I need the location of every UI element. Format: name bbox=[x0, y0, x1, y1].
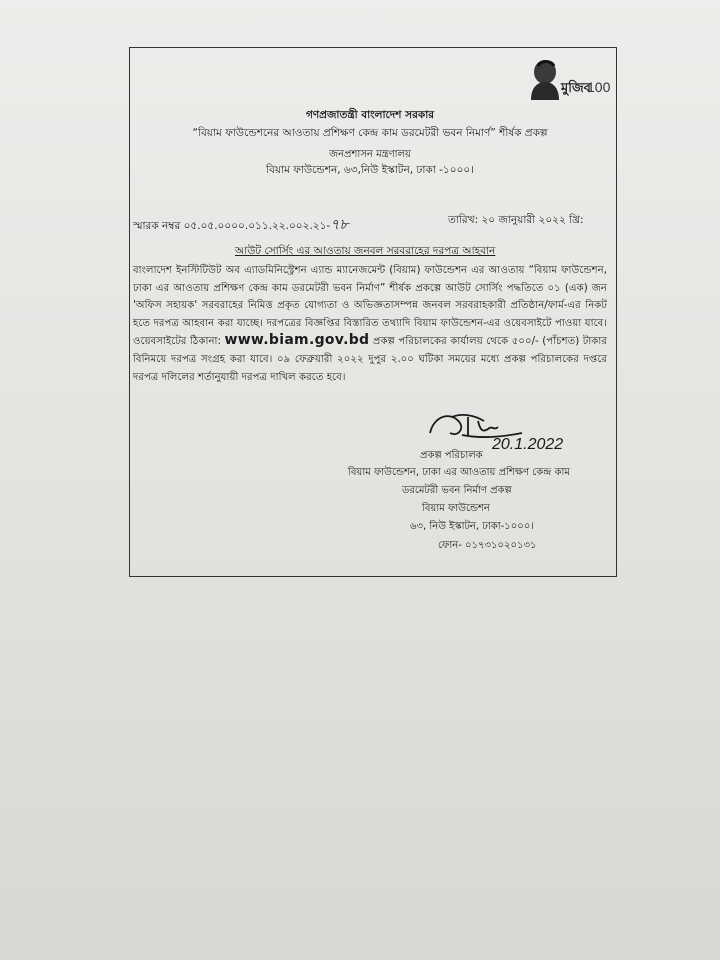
header-ministry: জনপ্রশাসন মন্ত্রণালয় bbox=[329, 149, 411, 160]
body-part2: প্রকল্প পরিচালকের কার্যালয় থেকে ৫০০/- (পাঁচশত) টাকার বিনিময়ে দরপত্র সংগ্রহ করা যাবে। ০৯ ফেব্রুয়ারী ২০২২ দুপুর ২.০০ ঘটিকা সময়ের মধ্যে প্রকল্প পরিচালকের দপ্তরে দরপত্র দলিলের শর্তানুযায়ী দরপত্র দাখিল করতে হবে। bbox=[133, 336, 607, 383]
mujib-100-logo bbox=[505, 52, 611, 100]
svg-text:মুজিব: মুজিব bbox=[561, 80, 591, 95]
notice-subject: আউট সোর্সিং এর আওতায় জনবল সরবরাহের দরপত্র আহবান bbox=[235, 245, 496, 257]
signer-line-2: ডরমেটরী ভবন নির্মাণ প্রকল্প bbox=[402, 485, 512, 496]
memo-date: তারিখ: ২০ জানুয়ারী ২০২২ খ্রি: bbox=[448, 214, 584, 226]
website-link[interactable]: www.biam.gov.bd bbox=[224, 332, 370, 349]
notice-body bbox=[133, 262, 607, 386]
signer-phone: ফোন- ০১৭৩১০২০১৩১ bbox=[438, 540, 537, 551]
memo-number bbox=[133, 213, 348, 237]
svg-text:100: 100 bbox=[587, 79, 611, 95]
signer-title: প্রকল্প পরিচালক bbox=[420, 450, 483, 461]
signer-line-3: বিয়াম ফাউন্ডেশন bbox=[422, 503, 490, 514]
header-project: “বিয়াম ফাউন্ডেশনের আওতায় প্রশিক্ষণ কেন্দ্র কাম ডরমেটরী ভবন নিমার্ণ” শীর্ষক প্রকল্প bbox=[192, 127, 548, 139]
memo-number-label: স্মারক নম্বর ০৫.০৫.০০০০.০১১.২২.০০২.২১- bbox=[133, 220, 331, 232]
header-government: গণপ্রজাতন্ত্রী বাংলাদেশ সরকার bbox=[305, 109, 435, 121]
header-address: বিয়াম ফাউন্ডেশন, ৬৩,নিউ ইস্কাটন, ঢাকা -১০০০। bbox=[266, 164, 474, 176]
signature-date: 20.1.2022 bbox=[492, 436, 564, 453]
body-part1: বাংলাদেশ ইনস্টিটিউট অব এ্যাডমিনিস্ট্রেশন এ্যান্ড ম্যানেজমেন্ট (বিয়াম) ফাউন্ডেশন এর আওতায় “বিয়াম ফাউন্ডেশন, ঢাকা এর আওতায় প্রশিক্ষণ কেন্দ্র কাম ডরমেটরী ভবন নির্মাণ” শীর্ষক প্রকল্পে আউট সোর্সিং পদ্ধতিতে ০১ (এক) জন 'অফিস সহায়ক' সরবরাহের নিমিত্ত প্রকৃত যোগ্যতা ও অভিজ্ঞতাসম্পন্ন জনবল সরবরাহকারী প্রতিষ্ঠান/ফার্ম-এর নিকট হতে দরপত্র আহবান করা যাচ্ছে। দরপত্রের বিজ্ঞপ্তির বিস্তারিত তথ্যাদি বিয়াম ফাউন্ডেশন-এর ওয়েবসাইটে পাওয়া যাবে। ওয়েবসাইটের ঠিকানা: bbox=[133, 265, 607, 348]
memo-number-handwritten: ৭৮ bbox=[330, 217, 349, 233]
signer-line-1: বিয়াম ফাউন্ডেশন, ঢাকা এর আওতায় প্রশিক্ষণ কেন্দ্র কাম bbox=[348, 467, 570, 478]
signer-line-4: ৬৩, নিউ ইস্কাটন, ঢাকা-১০০০। bbox=[410, 521, 534, 532]
